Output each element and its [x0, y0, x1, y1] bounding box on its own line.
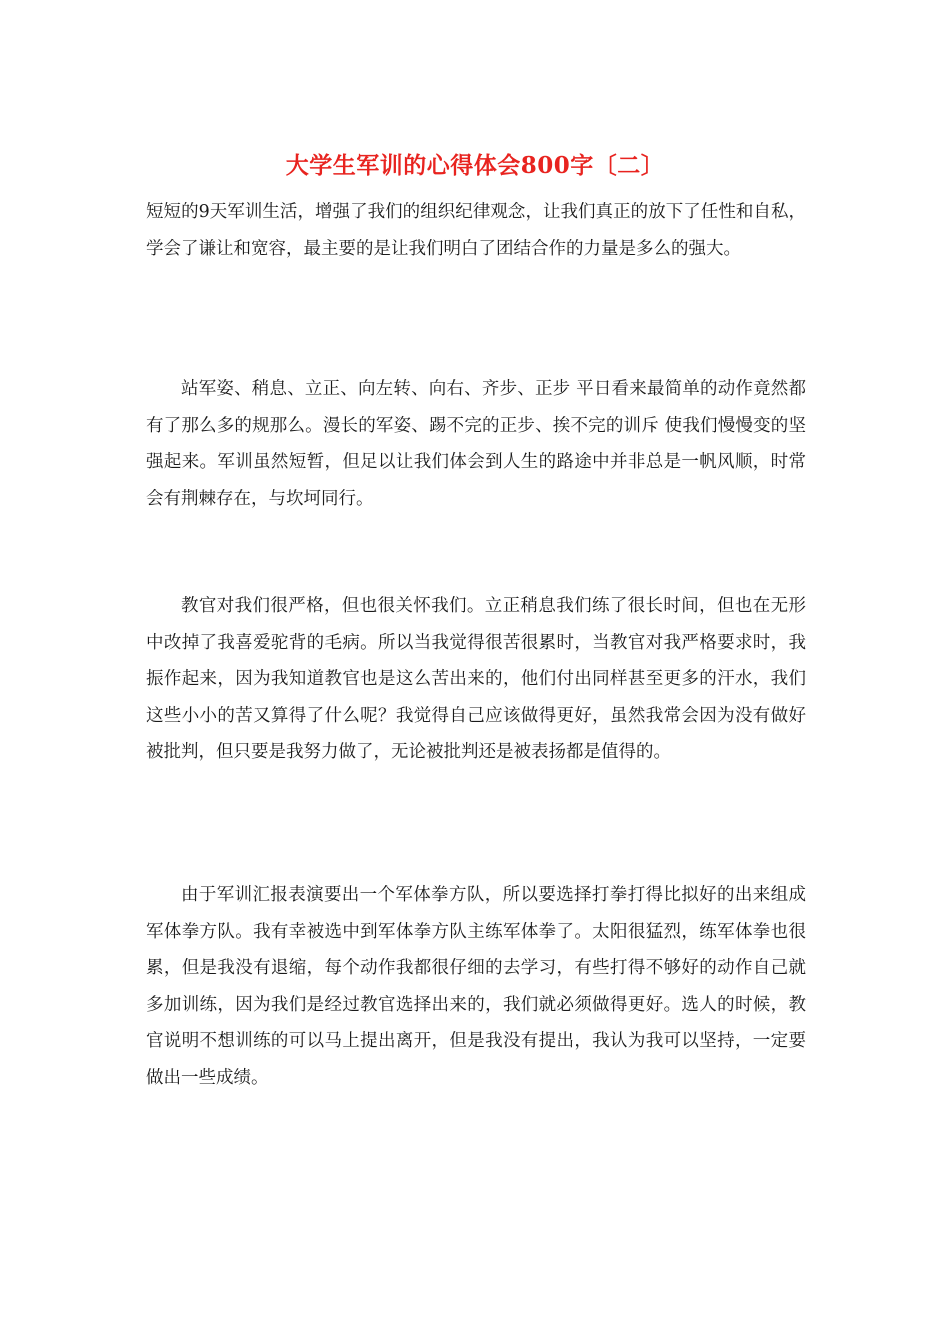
paragraph-1: 短短的9天军训生活，增强了我们的组织纪律观念，让我们真正的放下了任性和自私，学会了谦让和宽容，最主要的是让我们明白了团结合作的力量是多么的强大。: [146, 202, 806, 259]
paragraph-2: 站军姿、稍息、立正、向左转、向右、齐步、正步 平日看来最简单的动作竟然都有了那么多的规那么。漫长的军姿、踢不完的正步、挨不完的训斥 使我们慢慢变的坚强起来。军训虽然短暂，但足以让我们体会到人生的路途中并非总是一帆风顺，时常会有荆棘存在，与坎坷同行。: [146, 379, 806, 509]
paragraph-3: 教官对我们很严格，但也很关怀我们。立正稍息我们练了很长时间，但也在无形中改掉了我喜爱驼背的毛病。所以当我觉得很苦很累时，当教官对我严格要求时，我振作起来，因为我知道教官也是这么苦出来的，他们付出同样甚至更多的汗水，我们这些小小的苦又算得了什么呢？我觉得自己应该做得更好，虽然我常会因为没有做好被批判，但只要是我努力做了，无论被批判还是被表扬都是值得的。: [146, 596, 806, 762]
page-title: 大学生军训的心得体会800字〔二〕: [285, 152, 665, 179]
paragraph-4: 由于军训汇报表演要出一个军体拳方队，所以要选择打拳打得比拟好的出来组成军体拳方队。我有幸被选中到军体拳方队主练军体拳了。太阳很猛烈，练军体拳也很累，但是我没有退缩，每个动作我都很仔细的去学习，有些打得不够好的动作自己就多加训练，因为我们是经过教官选择出来的，我们就必须做得更好。选人的时候，教官说明不想训练的可以马上提出离开，但是我没有提出，我认为我可以坚持，一定要做出一些成绩。: [146, 885, 806, 1088]
